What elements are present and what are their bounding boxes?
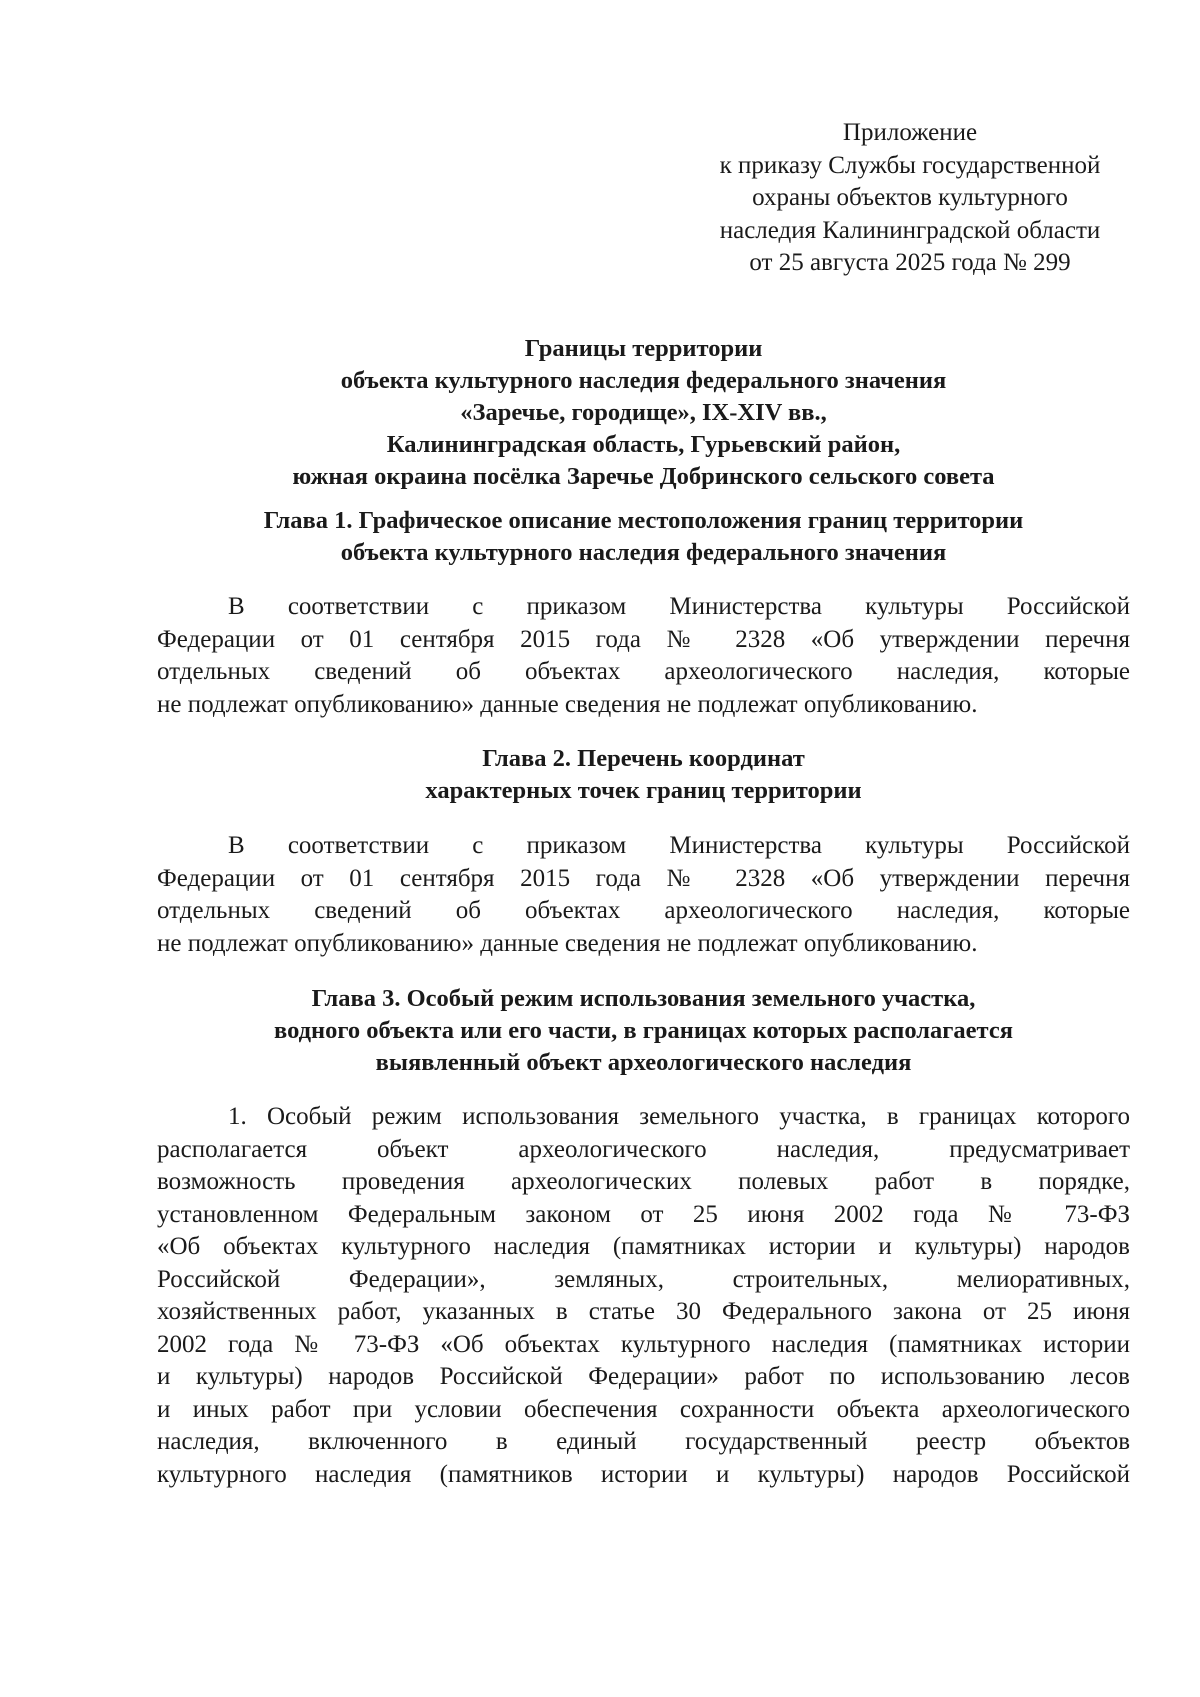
appendix-line: наследия Калининградской области — [719, 216, 1101, 244]
paragraph-line: не подлежат опубликованию» данные сведения не подлежат опубликованию. — [157, 929, 978, 957]
title-line: Калининградская область, Гурьевский район, — [386, 431, 901, 458]
chapter3-heading-line: водного объекта или его части, в границах которых располагается — [274, 1017, 1013, 1044]
appendix-line: Приложение — [842, 119, 978, 146]
paragraph-line: и иных работ при условии обеспечения сохранности объекта археологического — [157, 1395, 1130, 1423]
paragraph-line: «Об объектах культурного наследия (памятниках истории и культуры) народов — [157, 1233, 1130, 1260]
paragraph-line: Федерации от 01 сентября 2015 года № 2328 «Об утверждении перечня — [157, 864, 1130, 892]
chapter3-heading-line: выявленный объект археологического наследия — [375, 1049, 912, 1076]
chapter3-heading — [157, 983, 1130, 1079]
chapter2-heading — [157, 743, 1130, 807]
paragraph-line: установленном Федеральным законом от 25 июня 2002 года № 73-ФЗ — [157, 1200, 1130, 1228]
paragraph-line: В соответствии с приказом Министерства культуры Российской — [228, 832, 1130, 859]
paragraph-line: В соответствии с приказом Министерства культуры Российской — [228, 593, 1130, 620]
document-title — [157, 333, 1130, 493]
paragraph-line: хозяйственных работ, указанных в статье 30 Федерального закона от 25 июня — [157, 1298, 1130, 1325]
paragraph-line: наследия, включенного в единый государственный реестр объектов — [157, 1428, 1130, 1455]
paragraph-line: и культуры) народов Российской Федерации» работ по использованию лесов — [157, 1363, 1130, 1390]
appendix-line: охраны объектов культурного — [752, 184, 1068, 211]
chapter1-heading-line: Глава 1. Графическое описание местоположения границ территории — [263, 507, 1024, 534]
title-line: «Заречье, городище», IX-XIV вв., — [460, 399, 827, 426]
chapter1-paragraph — [157, 591, 1130, 721]
paragraph-line: 1. Особый режим использования земельного участка, в границах которого — [228, 1103, 1130, 1130]
title-line: южная окраина посёлка Заречье Добринского сельского совета — [292, 463, 995, 490]
paragraph-line: располагается объект археологического наследия, предусматривает — [157, 1135, 1130, 1163]
chapter1-heading — [157, 505, 1130, 569]
paragraph-line: Федерации от 01 сентября 2015 года № 2328 «Об утверждении перечня — [157, 625, 1130, 653]
paragraph-line: Российской Федерации», земляных, строительных, мелиоративных, — [157, 1265, 1130, 1293]
paragraph-line: отдельных сведений об объектах археологического наследия, которые — [157, 897, 1130, 924]
chapter2-heading-line: характерных точек границ территории — [425, 777, 862, 804]
paragraph-line: 2002 года № 73-ФЗ «Об объектах культурного наследия (памятниках истории — [157, 1330, 1130, 1358]
title-line: объекта культурного наследия федерального значения — [340, 367, 947, 394]
chapter3-paragraph — [157, 1101, 1130, 1491]
chapter2-heading-line: Глава 2. Перечень координат — [482, 745, 805, 772]
appendix-header — [690, 117, 1130, 280]
chapter1-heading-line: объекта культурного наследия федерального значения — [340, 539, 947, 566]
chapter3-heading-line: Глава 3. Особый режим использования земельного участка, — [311, 985, 976, 1012]
chapter2-paragraph — [157, 830, 1130, 960]
appendix-line: к приказу Службы государственной — [719, 151, 1101, 179]
appendix-line: от 25 августа 2025 года № 299 — [749, 249, 1071, 276]
paragraph-line: не подлежат опубликованию» данные сведения не подлежат опубликованию. — [157, 690, 978, 718]
paragraph-line: культурного наследия (памятников истории и культуры) народов Российской — [157, 1460, 1130, 1488]
title-line: Границы территории — [524, 335, 763, 362]
paragraph-line: отдельных сведений об объектах археологического наследия, которые — [157, 658, 1130, 685]
paragraph-line: возможность проведения археологических полевых работ в порядке, — [157, 1168, 1130, 1195]
